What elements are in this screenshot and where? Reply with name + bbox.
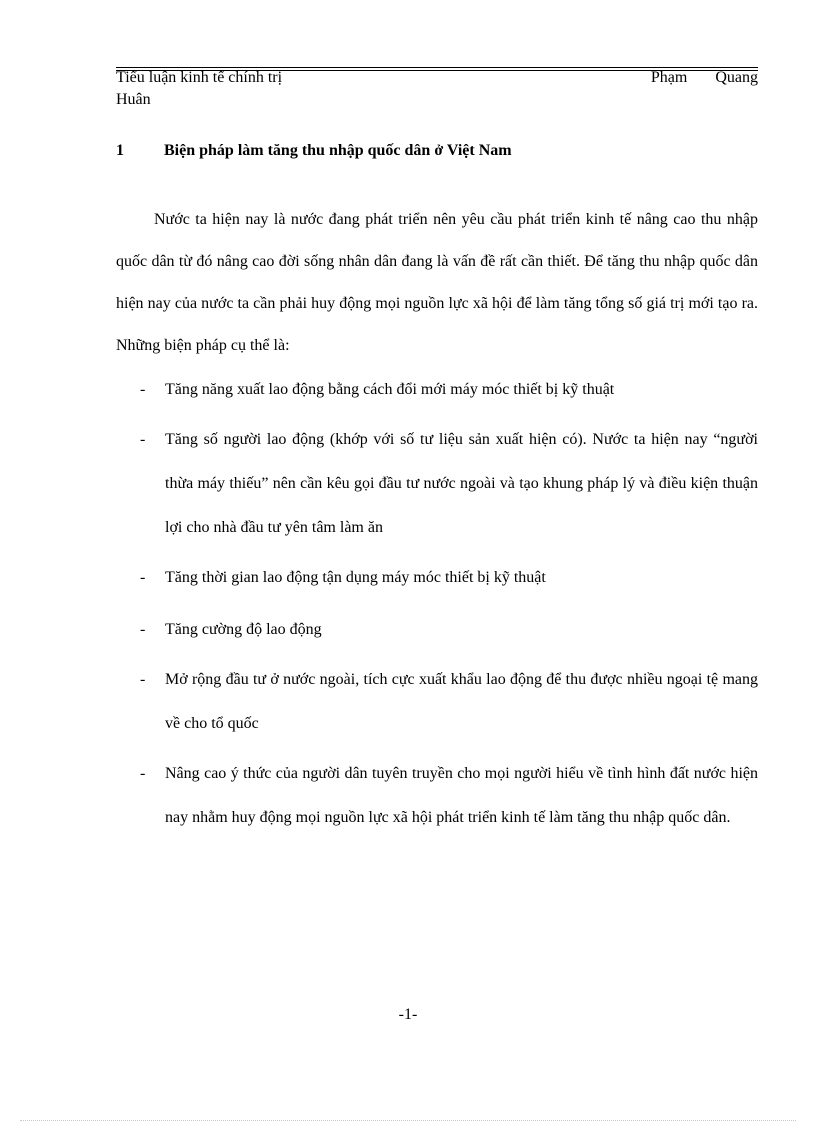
- header-author-continuation: Huân: [116, 91, 151, 108]
- list-item-text: Tăng cường độ lao động: [165, 621, 322, 638]
- list-item-text: Nâng cao ý thức của người dân tuyên truyền cho mọi người hiểu về tình hình đất nước hiện nay nhằm huy động mọi nguồn lực xã hội phát triển kinh tế làm tăng thu nhập quốc dân.: [165, 765, 758, 826]
- bullet-dash: -: [140, 431, 146, 448]
- list-item-text: Tăng năng xuất lao động bằng cách đổi mới máy móc thiết bị kỹ thuật: [165, 381, 615, 398]
- intro-paragraph: Nước ta hiện nay là nước đang phát triển nên yêu cầu phát triển kinh tế nâng cao thu nhập quốc dân từ đó nâng cao đời sống nhân dân đang là vấn đề rất cần thiết. Để tăng thu nhập quốc dân hiện nay của nước ta cần phải huy động mọi nguồn lực xã hội để làm tăng tổng số giá trị mới tạo ra. Những biện pháp cụ thể là:: [116, 211, 758, 354]
- bullet-dash: -: [140, 621, 146, 638]
- page-number: -1-: [398, 1006, 418, 1023]
- bullet-dash: -: [140, 569, 146, 586]
- list-item-text: Tăng thời gian lao động tận dụng máy móc thiết bị kỹ thuật: [165, 569, 546, 586]
- bullet-dash: -: [140, 671, 146, 688]
- list-item-text: Tăng số người lao động (khớp với số tư liệu sản xuất hiện có). Nước ta hiện nay “người thừa máy thiếu” nên cần kêu gọi đầu tư nước ngoài và tạo khung pháp lý và điều kiện thuận lợi cho nhà đầu tư yên tâm làm ăn: [165, 431, 758, 536]
- section-title: Biện pháp làm tăng thu nhập quốc dân ở Việt Nam: [164, 142, 512, 159]
- header-author: Phạm Quang: [650, 69, 758, 86]
- bullet-dash: -: [140, 765, 146, 782]
- page-bottom-border: [20, 1120, 796, 1121]
- header-title: Tiểu luận kinh tế chính trị: [116, 69, 283, 86]
- bullet-dash: -: [140, 381, 146, 398]
- list-item-text: Mở rộng đầu tư ở nước ngoài, tích cực xuất khẩu lao động để thu được nhiều ngoại tệ mang về cho tổ quốc: [165, 671, 758, 732]
- section-number: 1: [116, 142, 124, 159]
